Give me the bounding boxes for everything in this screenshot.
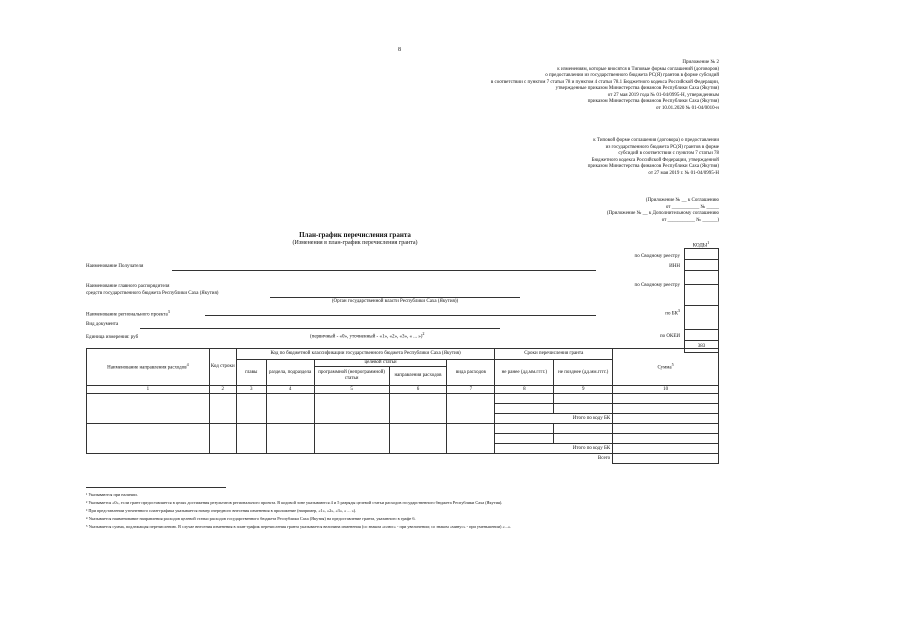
appendix-sub-line: из государственного бюджета РС(Я) грантов в форме bbox=[605, 144, 719, 150]
label-svodny-reestr-1: по Сводному реестру bbox=[634, 254, 680, 259]
appendix-line: Приложение № 2 bbox=[682, 60, 719, 65]
table-cell[interactable] bbox=[554, 424, 613, 434]
label-unit: Единица измерения: руб bbox=[86, 335, 139, 340]
table-cell[interactable] bbox=[613, 404, 719, 414]
table-cell[interactable] bbox=[495, 404, 554, 414]
th-celevoi: целевой статьи bbox=[314, 360, 447, 367]
appendix-header bbox=[319, 60, 719, 112]
col-num-4: 4 bbox=[266, 386, 314, 394]
appendix-sub-line: к Типовой форме соглашения (договора) о предоставлении bbox=[593, 138, 719, 143]
page-number: 8 bbox=[398, 47, 401, 53]
label-bk: по $БК^3$ bbox=[665, 308, 680, 317]
appendix-line: о предоставлении из государственного бюджета РС(Я) грантов в форме субсидий bbox=[545, 73, 719, 78]
table-cell[interactable] bbox=[87, 394, 210, 424]
th-sroki: Сроки перечисления гранта bbox=[495, 349, 613, 360]
footnote: ¹ Указываются при наличии. bbox=[86, 492, 138, 497]
th-ne-ranee: не ранее (дд.мм.гггг.) bbox=[495, 360, 554, 386]
col-num-2: 2 bbox=[209, 386, 236, 394]
label-recipient: Наименование Получателя bbox=[86, 264, 144, 269]
col-num-1: 1 bbox=[87, 386, 210, 394]
codes-table bbox=[684, 248, 719, 353]
col-num-7: 7 bbox=[447, 386, 495, 394]
th-summa: Сумма$^5$ bbox=[613, 349, 719, 386]
codes-header: КОДЫ$^1$ bbox=[692, 240, 710, 249]
table-cell[interactable] bbox=[495, 424, 554, 434]
label-doc-type: Вид документа bbox=[86, 322, 119, 327]
document-subtitle: (Изменения в план-график перечисления гранта) bbox=[292, 240, 418, 246]
th-ne-pozdnee: не позднее (дд.мм.гггг.) bbox=[554, 360, 613, 386]
appendix-line: от 27 мая 2019 года № 01-04/0995-Н, утвержденным bbox=[607, 92, 719, 98]
th-bk: Код по бюджетной классификации государственного бюджета Республики Саха (Якутия) bbox=[236, 349, 495, 360]
th-razdela: раздела, подраздела bbox=[266, 360, 314, 386]
th-napravlenie: направления расходов bbox=[389, 367, 447, 386]
agreement-line: от ___________ № ______) bbox=[661, 217, 719, 223]
table-cell[interactable] bbox=[389, 424, 447, 454]
footnote: ⁵ Указывается сумма, подлежащая перечислению. В случае внесения изменения в план-график перечисления гранта указывается величина изменения (со знаком «плюс» - при увеличении; со знаком «минус» - при уменьшении) «...». bbox=[86, 524, 512, 529]
table-cell[interactable] bbox=[87, 424, 210, 454]
appendix-line: от 10.01.2020 № 01-04/0010-н bbox=[655, 105, 719, 111]
vsego-value[interactable] bbox=[613, 454, 719, 464]
label-svodny-reestr-2: по Сводному реестру bbox=[634, 283, 680, 288]
appendix-sub-line: Бюджетного кодекса Российской Федерации, утвержденной bbox=[591, 157, 719, 163]
okei-code: 383 bbox=[685, 341, 719, 353]
footnote: ² Указывается «0», если грант предоставляется в целях достижения результатов регионального проекта. В кодовой зоне указываются 4 и 5 разряды целевой статьи расходов государственного бюджета Республики Саха (Якутия). bbox=[86, 500, 503, 505]
grant-schedule-table bbox=[86, 348, 719, 464]
footnote: ⁴ Указывается наименование направления расходов целевой статьи расходов государственного бюджета Республики Саха (Якутия) на предоставление гранта, указанного в графе 6. bbox=[86, 516, 416, 521]
th-program: программной (непрограммной) статьи bbox=[314, 367, 389, 386]
table-cell[interactable] bbox=[495, 434, 554, 444]
table-cell[interactable] bbox=[314, 424, 389, 454]
table-cell[interactable] bbox=[447, 424, 495, 454]
table-cell[interactable] bbox=[314, 394, 389, 424]
regional-project-line[interactable] bbox=[205, 315, 596, 316]
col-num-8: 8 bbox=[495, 386, 554, 394]
vsego-label: Всего bbox=[87, 454, 613, 464]
col-num-9: 9 bbox=[554, 386, 613, 394]
footnote-separator bbox=[86, 487, 226, 488]
doc-type-hint: (первичный - «0», уточненный - «1», «2», «3», « ... »)$^2$ bbox=[310, 331, 425, 340]
col-num-3: 3 bbox=[236, 386, 266, 394]
table-cell[interactable] bbox=[613, 434, 719, 444]
table-cell[interactable] bbox=[266, 394, 314, 424]
col-num-6: 6 bbox=[389, 386, 447, 394]
table-cell[interactable] bbox=[236, 394, 266, 424]
th-name: Наименование направления расходов$^4$ bbox=[87, 349, 210, 386]
table-cell[interactable] bbox=[613, 424, 719, 434]
footnotes bbox=[86, 491, 726, 531]
col-num-5: 5 bbox=[314, 386, 389, 394]
table-cell[interactable] bbox=[209, 424, 236, 454]
itogo-bk-1: Итого по коду БК bbox=[495, 414, 613, 424]
itogo-bk-2: Итого по коду БК bbox=[495, 444, 613, 454]
table-cell[interactable] bbox=[613, 394, 719, 404]
appendix-sub-header bbox=[419, 138, 719, 177]
label-inn: ИНН bbox=[669, 264, 680, 269]
label-regional-project: Наименование регионального проекта$^3$ bbox=[86, 309, 170, 318]
gov-admin-hint: (Орган государственной власти Республики Саха (Якутия)) bbox=[331, 299, 459, 304]
table-cell[interactable] bbox=[236, 424, 266, 454]
agreement-line: от ___________ № _____ bbox=[665, 204, 719, 210]
document-title: План-график перечисления гранта bbox=[299, 231, 411, 239]
table-cell[interactable] bbox=[554, 404, 613, 414]
appendix-sub-line: приказом Министерства финансов Республики Саха (Якутия) bbox=[587, 164, 719, 169]
label-gov-admin-1: Наименование главного распорядителя bbox=[86, 284, 170, 289]
th-glavy: главы bbox=[236, 360, 266, 386]
label-okei: по ОКЕИ bbox=[659, 334, 680, 339]
appendix-sub-line: от 27 мая 2019 г. № 01-04/0995-Н bbox=[648, 170, 719, 176]
appendix-line: утвержденные приказом Министерства финансов Республики Саха (Якутия) bbox=[555, 86, 719, 91]
appendix-line: приказом Министерства финансов Республики Саха (Якутия) bbox=[587, 99, 719, 104]
table-cell[interactable] bbox=[554, 434, 613, 444]
col-num-10: 10 bbox=[613, 386, 719, 394]
agreement-reference bbox=[419, 198, 719, 224]
footnote: ³ При представлении уточненного план-графика указывается номер очередного внесения изменения в приложение (например, «1», «2», «3», « ... »). bbox=[86, 508, 357, 513]
doc-type-line[interactable] bbox=[140, 328, 500, 329]
appendix-line: в соответствии с пунктом 7 статьи 78 и пунктом 4 статьи 78.1 Бюджетного кодекса Российской Федерации, bbox=[490, 79, 719, 85]
th-vid: вида расходов bbox=[447, 360, 495, 386]
appendix-line: к изменениям, которые вносятся в Типовые формы соглашений (договоров) bbox=[557, 66, 719, 72]
table-cell[interactable] bbox=[613, 444, 719, 454]
th-row-code: Код строки bbox=[209, 349, 236, 386]
appendix-sub-line: субсидий в соответствии с пунктом 7 статьи 78 bbox=[618, 151, 719, 156]
table-cell[interactable] bbox=[209, 394, 236, 424]
table-cell[interactable] bbox=[613, 414, 719, 424]
table-cell[interactable] bbox=[447, 394, 495, 424]
table-cell[interactable] bbox=[495, 394, 554, 404]
gov-admin-line[interactable] bbox=[270, 297, 520, 298]
recipient-line[interactable] bbox=[172, 270, 596, 271]
agreement-line: (Приложение № __ к Соглашению bbox=[645, 198, 719, 203]
table-cell[interactable] bbox=[554, 394, 613, 404]
label-gov-admin-2: средств государственного бюджета Республики Саха (Якутия) bbox=[86, 291, 219, 296]
table-cell[interactable] bbox=[389, 394, 447, 424]
table-cell[interactable] bbox=[266, 424, 314, 454]
agreement-line: (Приложение № __ к Дополнительному соглашению bbox=[606, 211, 719, 216]
